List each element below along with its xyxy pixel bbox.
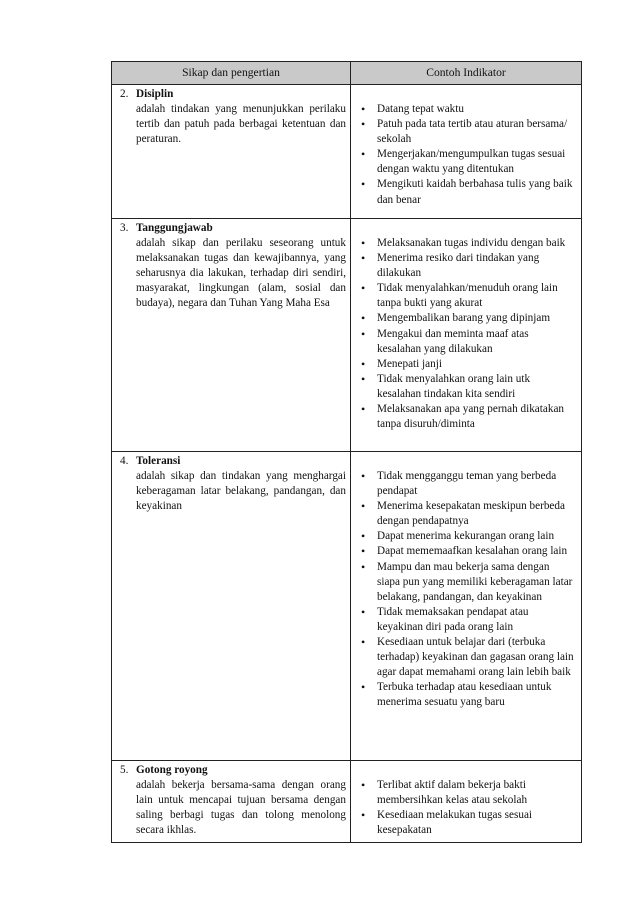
list-item: • Menerima resiko dari tindakan yang dilakukan [355,251,575,281]
list-item: • Dapat menerima kekurangan orang lain [355,529,575,544]
attitude-name: Disiplin [136,88,174,100]
list-item: • Tidak menyalahkan/menuduh orang lain tanpa bukti yang akurat [355,281,575,311]
attitude-title [120,454,346,469]
list-item: • Patuh pada tata tertib atau aturan bersama/ sekolah [355,117,575,147]
list-item: • Mengakui dan meminta maaf atas kesalahan yang dilakukan [355,327,575,357]
list-item: • Mampu dan mau bekerja sama dengan siapa pun yang memiliki keberagaman latar belakang, pandangan, dan keyakinan [355,560,575,605]
attitude-title [120,87,346,102]
list-item: • Mengembalikan barang yang dipinjam [355,311,575,326]
list-item: • Tidak menyalahkan orang lain utk kesalahan tindakan kita sendiri [355,372,575,402]
attitude-description: adalah sikap dan perilaku seseorang untuk melaksanakan tugas dan kewajibannya, yang seharusnya dia lakukan, terhadap diri sendiri, masyarakat, lingkungan (alam, sosial dan budaya), negara dan Tuhan Yang Maha Esa [136,237,346,310]
list-item: • Melaksanakan tugas individu dengan baik [355,236,575,251]
header-attitude: Sikap dan pengertian [112,62,351,85]
indicator-list [355,778,575,838]
attitude-description: adalah tindakan yang menunjukkan perilaku tertib dan patuh pada berbagai ketentuan dan peraturan. [136,103,346,146]
indicator-cell [351,761,582,843]
list-item: • Tidak memaksakan pendapat atau keyakinan diri pada orang lain [355,605,575,635]
list-item: • Melaksanakan apa yang pernah dikatakan tanpa disuruh/diminta [355,402,575,432]
attitude-description: adalah bekerja bersama-sama dengan orang lain untuk mencapai tujuan bersama dengan saling berbagi tugas dan tolong menolong secara ikhlas. [136,779,346,837]
list-item: • Tidak mengganggu teman yang berbeda pendapat [355,469,575,499]
row-number: 2. [120,88,129,100]
attitude-indicator-table [111,61,582,843]
list-item: • Mengikuti kaidah berbahasa tulis yang baik dan benar [355,177,575,207]
indicator-list [355,102,575,208]
row-number: 4. [120,455,129,467]
indicator-cell [351,219,582,452]
row-number: 3. [120,222,129,234]
attitude-cell [112,452,351,761]
attitude-cell [112,219,351,452]
attitude-name: Toleransi [136,455,181,467]
list-item: • Menepati janji [355,357,575,372]
indicator-list [355,469,575,711]
table-row [112,761,582,843]
list-item: • Terbuka terhadap atau kesediaan untuk menerima sesuatu yang baru [355,680,575,710]
list-item: • Menerima kesepakatan meskipun berbeda dengan pendapatnya [355,499,575,529]
table-row [112,452,582,761]
indicator-cell [351,85,582,219]
table-row [112,219,582,452]
list-item: • Kesediaan untuk belajar dari (terbuka terhadap) keyakinan dan gagasan orang lain agar dapat memahami orang lain lebih baik [355,635,575,680]
list-item: • Datang tepat waktu [355,102,575,117]
attitude-cell [112,85,351,219]
attitude-name: Gotong royong [136,764,208,776]
list-item: • Kesediaan melakukan tugas sesuai kesepakatan [355,808,575,838]
list-item: • Terlibat aktif dalam bekerja bakti membersihkan kelas atau sekolah [355,778,575,808]
indicator-cell [351,452,582,761]
list-item: • Dapat mememaafkan kesalahan orang lain [355,544,575,559]
attitude-cell [112,761,351,843]
attitude-description: adalah sikap dan tindakan yang menghargai keberagaman latar belakang, pandangan, dan keyakinan [136,470,346,513]
header-indicator: Contoh Indikator [351,62,582,85]
list-item: • Mengerjakan/mengumpulkan tugas sesuai dengan waktu yang ditentukan [355,147,575,177]
table-row [112,85,582,219]
row-number: 5. [120,764,129,776]
attitude-title [120,221,346,236]
attitude-title [120,763,346,778]
indicator-list [355,236,575,432]
attitude-name: Tanggungjawab [136,222,213,234]
table-header-row [112,62,582,85]
